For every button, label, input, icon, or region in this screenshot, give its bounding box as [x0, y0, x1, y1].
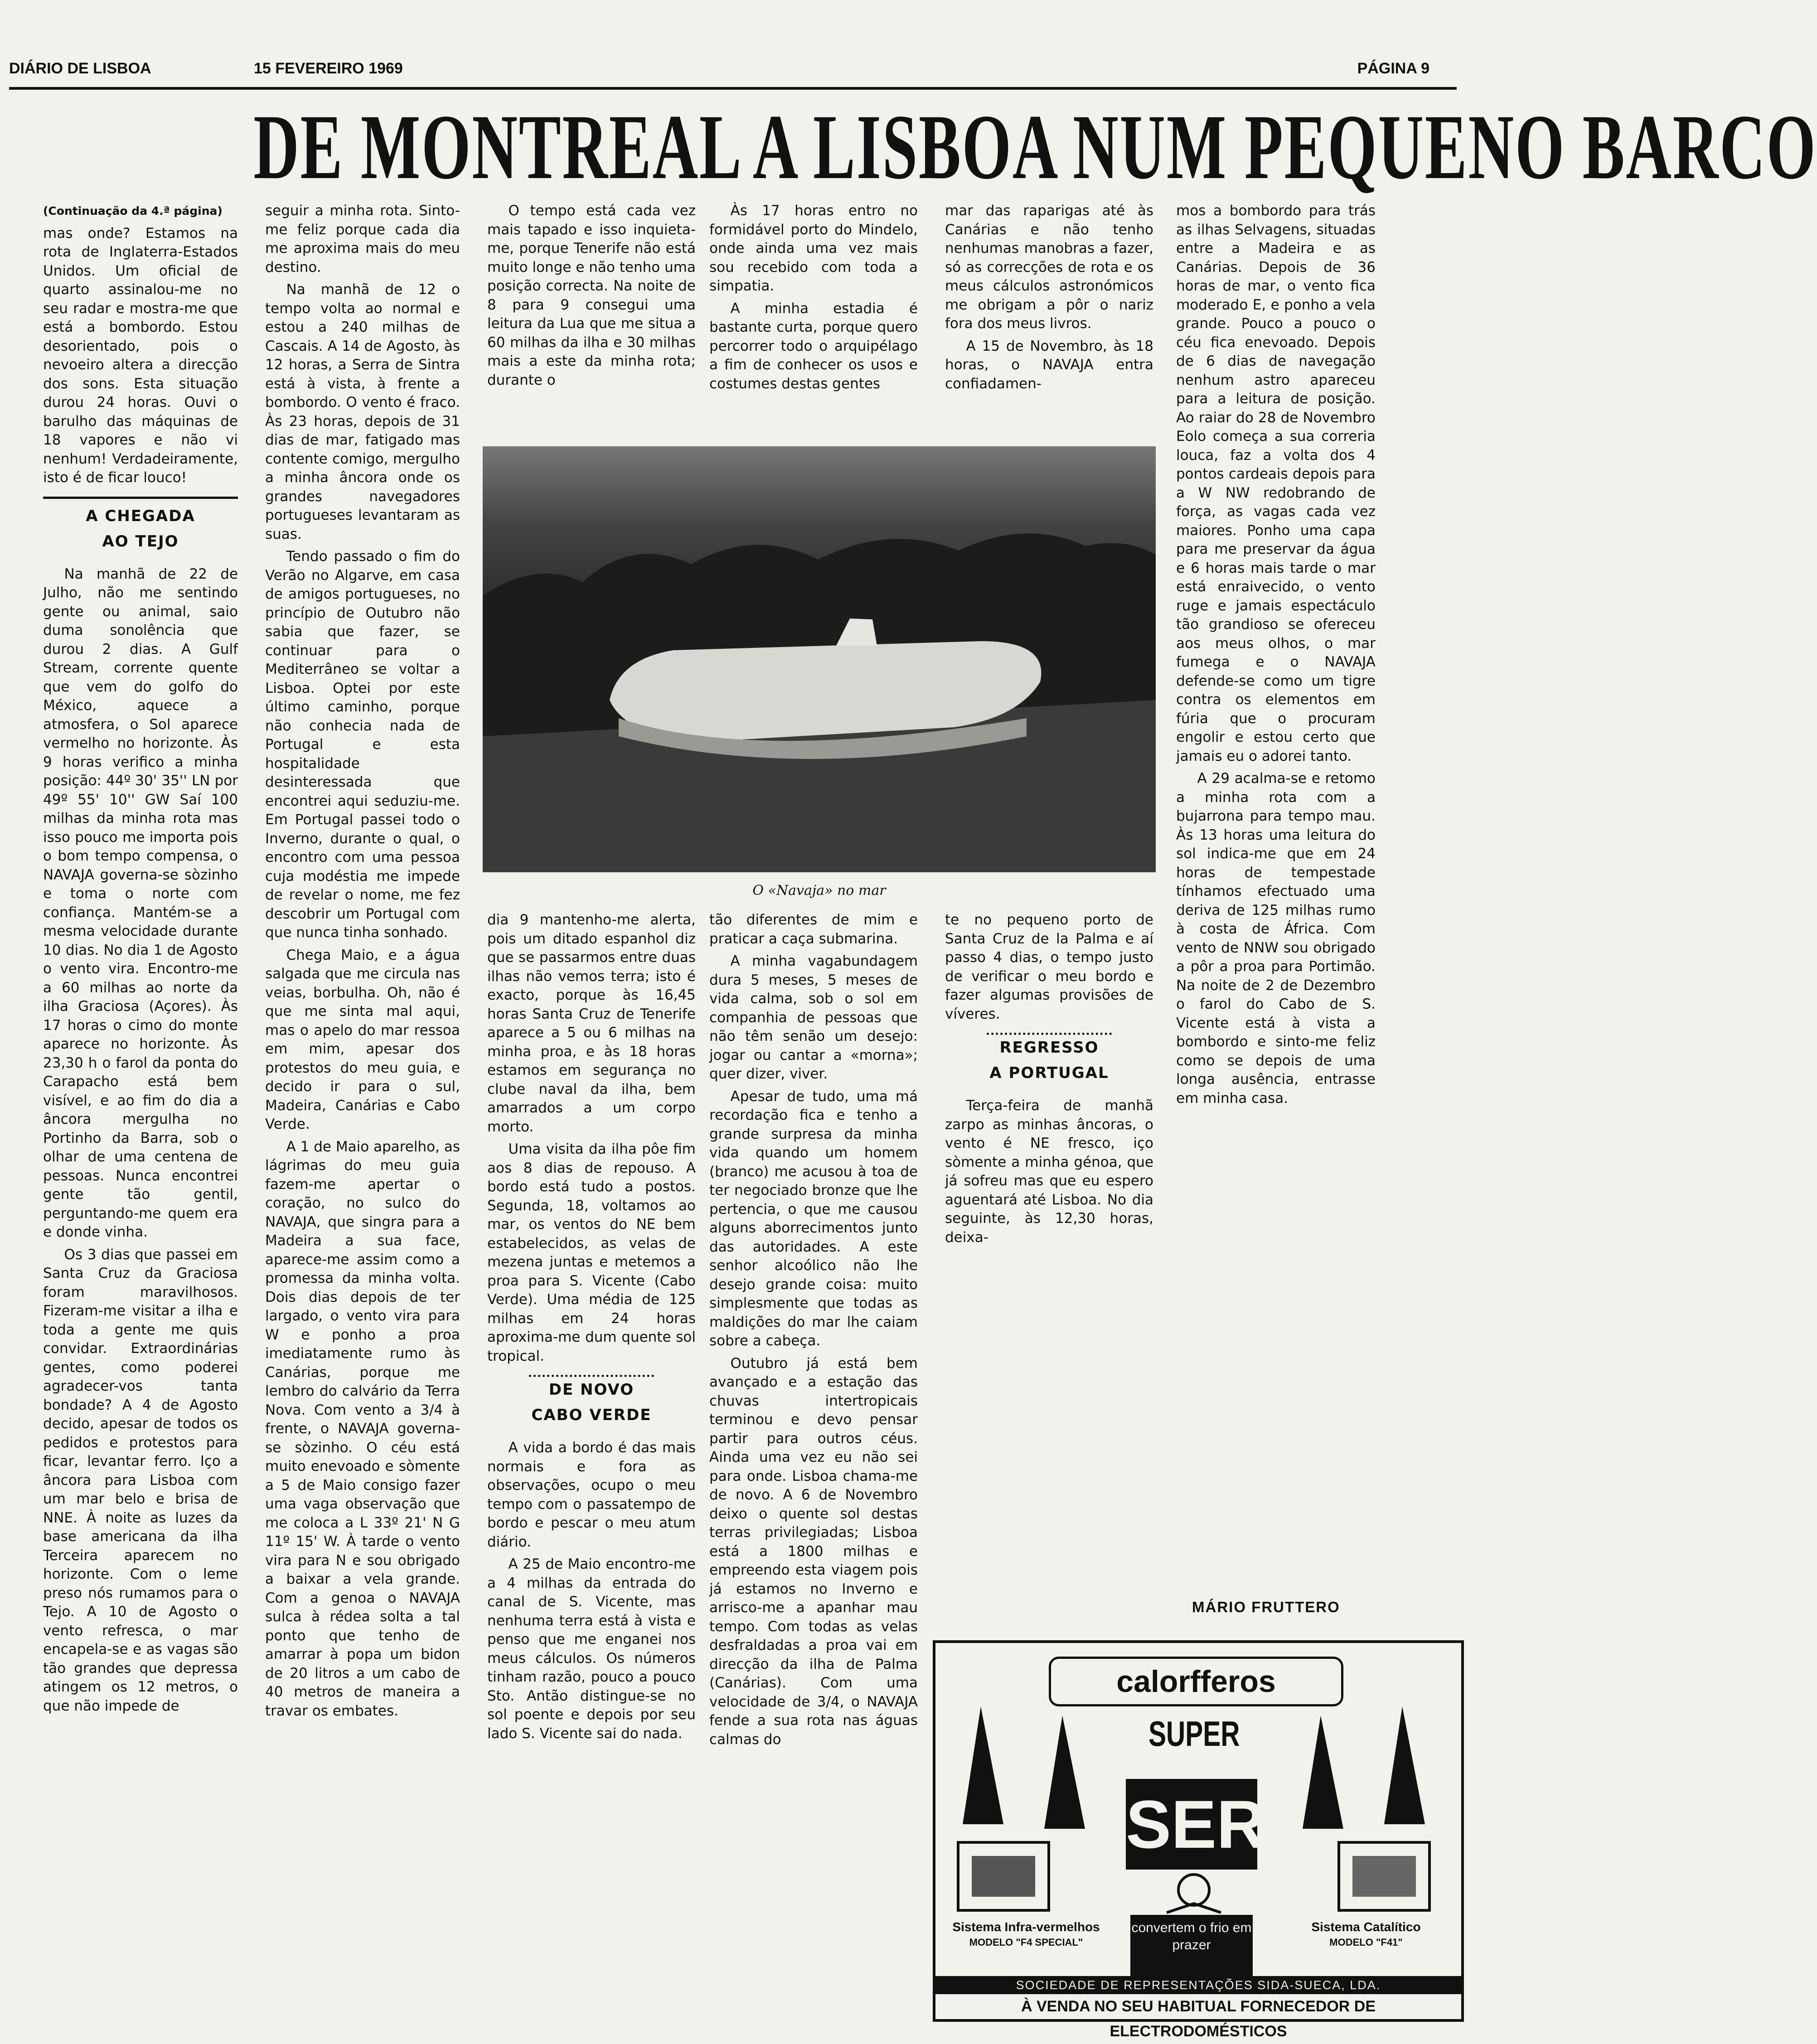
catalytic-model: MODELO "F41": [1329, 1937, 1403, 1948]
section-heading-line: AO TEJO: [102, 532, 179, 551]
paragraph: A minha estadia é bastante curta, porque quero percorrer todo o arquipélago a fim de conhecer os usos e costumes destas gentes: [709, 300, 918, 392]
paper-name: DIÁRIO DE LISBOA: [9, 60, 151, 77]
column-4-top: [709, 202, 918, 442]
paragraph: A vida a bordo é das mais normais e fora as observações, ocupo o meu tempo com o passatempo de bordo e pescar o meu atum diário.: [487, 1440, 696, 1550]
catalytic-heater-icon: [1334, 1838, 1434, 1915]
column-3-bottom: [487, 911, 696, 2012]
paragraph: Outubro já está bem avançado e a estação das chuvas intertropicais terminou e devo pensar partir para outros céus. Ainda uma vez eu não sei para onde. Lisboa chama-me de novo. A 6 de Novembro deixo o quente sol destas terras privilegiadas; Lisboa está a 1800 milhas e empreendo esta viagem pois já estamos no Inverno e arrisco-me a apanhar mau tempo. Com todas as velas desfraldadas a proa vai em direcção da ilha de Palma (Canárias). Com uma velocidade de 3/4, o NAVAJA fende a sua rota nas águas calmas do: [709, 1355, 918, 1748]
paragraph: O tempo está cada vez mais tapado e isso inquieta-me, porque Tenerife não está muito longe e não tenho uma posição correcta. Na noite de 8 para 9 consegui uma leitura da Lua que me situa a 60 milhas da ilha e 30 milhas mais a este da minha rota; durante o: [487, 203, 696, 388]
boat-image: [483, 446, 1156, 872]
boat-photo: [483, 446, 1156, 872]
ad-super: SUPER: [1148, 1714, 1240, 1754]
ad-slogan: convertem o frio em prazer: [1130, 1915, 1253, 1978]
paragraph: Os 3 dias que passei em Santa Cruz da Graciosa foram maravilhosos. Fizeram-me visitar a ilha e toda a gente me quis convidar. Extraordinárias gentes, como poderei agradecer-vos tanta bondade? A 4 de Agosto decido, apesar de todos os pedidos e protestos para ficar, levantar ferro. Iço a âncora para Lisboa com um mar belo e brisa de NNE. À noite as luzes da base americana da ilha Terceira aparecem no horizonte. Com o leme preso nós rumamos para o Tejo. A 10 de Agosto o vento refresca, o mar encapela-se e as vagas são tão grandes que depressa atingem os 12 metros, o que não impede de: [43, 1246, 238, 1714]
paragraph: seguir a minha rota. Sinto-me feliz porque cada dia me aproxima mais do meu destino.: [265, 203, 460, 275]
paragraph: Apesar de tudo, uma má recordação fica e tenho a grande surpresa da minha vida quando um homem (branco) me acusou à toa de ter negociado bronze que lhe pertencia, o que me causou alguns aborrecimentos junto das autoridades. A este senhor alcoólico não lhe desejo grande coisa: muito simplesmente que todas as maldições do mar lhe caiam sobre a cabeça.: [709, 1088, 918, 1349]
paragraph: A 25 de Maio encontro-me a 4 milhas da entrada do canal de S. Vicente, mas nenhuma terra está à vista e penso que me enganei nos meus cálculos. Os números tinham razão, pouco a pouco Sto. Antão distingue-se no sol poente e depois por seu lado S. Vicente sai do nada.: [487, 1556, 696, 1742]
left-tie-graphic: [954, 1706, 1103, 1833]
paragraph: Às 17 horas entro no formidável porto do Mindelo, onde ainda uma vez mais sou recebido com toda a simpatia.: [709, 203, 918, 294]
ad-brand: calorfferos: [1049, 1657, 1343, 1706]
mascot-icon: [1148, 1872, 1239, 1915]
column-4-bottom: [709, 911, 918, 2012]
ad-company: SOCIEDADE DE REPRESENTAÇÕES SIDA-SUECA, LDA.: [935, 1976, 1461, 1994]
paragraph: Tendo passado o fim do Verão no Algarve, em casa de amigos portugueses, no princípio de Outubro não sabia que fazer, se continuar para o Mediterrâneo se voltar a Lisboa. Optei por este último caminho, porque não conhecia nada de Portugal e esta hospitalidade desinteressada que encontrei aqui seduziu-me. Em Portugal passei todo o Inverno, durante o qual, o encontro com uma pessoa cuja modéstia me impede de revelar o nome, me fez descobrir um Portugal com que nunca tinha sonhado.: [265, 548, 460, 941]
infrared-label: [945, 1919, 1108, 1950]
paragraph: mos a bombordo para trás as ilhas Selvagens, situadas entre a Madeira e as Canárias. Depois de 36 horas de mar, o vento fica moderado E, e ponho a vela grande. Pouco a pouco o céu fica enevoado. Depois de 6 dias de navegação nenhum astro apareceu para a leitura de posição. Ao raiar do 28 de Novembro Eolo começa a sua correria louca, faz a volta dos 4 pontos cardeais depois para a W NW redobrando de força, as vagas cada vez maiores. Ponho uma capa para me preservar da água e 6 horas mais tarde o mar está enraivecido, o vento ruge e jamais espectáculo tão grandioso se ofereceu aos meus olhos, o mar fumega e o NAVAJA defende-se como um tigre contra os elementos em fúria que o procuram engolir e estou certo que jamais eu o adorei tanto.: [1176, 203, 1376, 764]
paragraph: A minha vagabundagem dura 5 meses, 5 meses de vida calma, sob o sol em companhia de pessoas que não têm senão um desejo: jogar ou cantar a «morna»; quer dizer, viver.: [709, 953, 918, 1082]
section-heading: [487, 1375, 696, 1428]
author-byline: MÁRIO FRUTTERO: [1192, 1599, 1340, 1615]
headline: DE MONTREAL A LISBOA NUM PEQUENO BARCO: [253, 96, 1817, 198]
column-6: [1176, 202, 1376, 1593]
section-heading: [945, 1033, 1153, 1086]
advertisement: [933, 1640, 1464, 2040]
ad-logo: SER: [1126, 1779, 1257, 1870]
paragraph: Na manhã de 12 o tempo volta ao normal e estou a 240 milhas de Cascais. A 14 de Agosto, às 12 horas, a Serra de Sintra está à vista, à frente a bombordo. O vento é fraco. Às 23 horas, depois de 31 dias de mar, fatigado mas contente comigo, mergulho a minha âncora onde os grandes navegadores portugueses levantaram as suas.: [265, 281, 460, 542]
paragraph: dia 9 mantenho-me alerta, pois um ditado espanhol diz que se passarmos entre duas ilhas não vemos terra; isto é exacto, porque às 16,45 horas Santa Cruz de Tenerife aparece a 5 ou 6 milhas na minha proa, e às 18 horas estamos em segurança no clube naval da ilha, bem amarrados a um corpo morto.: [487, 912, 696, 1135]
paragraph: Uma visita da ilha pôe fim aos 8 dias de repouso. A bordo está tudo a postos. Segunda, 18, voltamos ao mar, os ventos do NE bem estabelecidos, as velas de mezena juntas e metemos a proa para S. Vicente (Cabo Verde). Uma média de 125 milhas em 24 horas aproxima-me dum quente sol tropical.: [487, 1141, 696, 1364]
issue-date: 15 FEVEREIRO 1969: [254, 60, 403, 77]
paragraph: A 1 de Maio aparelho, as lágrimas do meu guia fazem-me apertar o coração, no sulco do NAVAJA, que singra para a Madeira a sua face, aparece-me assim como a promessa da minha volta. Dois dias depois de ter largado, o vento vira para W e ponho a proa imediatamente rumo às Canárias, porque me lembro do calvário da Terra Nova. Com vento a 3/4 à frente, o NAVAJA governa-se sòzinho. O céu está muito enevoado e sòmente a 5 de Maio consigo fazer uma vaga observação que me coloca a L 33º 21' N G 11º 15' W. À tarde o vento vira para N e sou obrigado a baixar a vela grande. Com a genoa o NAVAJA sulca à rédea solta a tal ponto que tenho de amarrar à popa um bidon de 20 litros a um cabo de 40 metros de maneira a travar os embates.: [265, 1138, 460, 1719]
paragraph: mar das raparigas até às Canárias e não tenho nenhumas manobras a fazer, só as correcções de rota e os meus cálculos astronómicos me obrigam a pôr o nariz fora dos meus livros.: [945, 203, 1153, 332]
column-3-top: [487, 202, 696, 442]
column-5-bottom: [945, 911, 1153, 1631]
section-heading-line: CABO VERDE: [531, 1406, 652, 1424]
paragraph: Terça-feira de manhã zarpo as minhas âncoras, o vento é NE fresco, iço sòmente a minha génoa, que já sofreu mas que eu espero aguentará até Lisboa. No dia seguinte, às 12,30 horas, deixa-: [945, 1097, 1153, 1246]
page-header: [9, 53, 1457, 85]
photo-caption: O «Navaja» no mar: [752, 883, 886, 899]
section-heading-line: A CHEGADA: [86, 507, 195, 525]
section-heading-line: A PORTUGAL: [989, 1064, 1109, 1082]
paragraph: A 15 de Novembro, às 18 horas, o NAVAJA entra confiadamen-: [945, 338, 1153, 392]
paragraph: A 29 acalma-se e retomo a minha rota com a bujarrona para tempo mau. Às 13 horas uma leitura do sol indica-me que em 24 horas de tempestade tínhamos efectuado uma deriva de 125 milhas rumo à costa de África. Com vento de NNW sou obrigado a pôr a proa para Portimão. Na noite de 2 de Dezembro o farol do Cabo de S. Vicente está à vista a bombordo e sinto-me feliz como se depois de uma longa ausência, entrasse em minha casa.: [1176, 770, 1376, 1107]
paragraph: te no pequeno porto de Santa Cruz de la Palma e aí passo 4 dias, o tempo justo de verificar o meu bordo e fazer algumas provisões de víveres.: [945, 912, 1153, 1022]
section-heading-line: REGRESSO: [999, 1039, 1099, 1057]
catalytic-system: Sistema Catalítico: [1311, 1920, 1421, 1934]
page-number: PÁGINA 9: [1357, 60, 1429, 77]
header-rule: [9, 87, 1457, 90]
paragraph: tão diferentes de mim e praticar a caça submarina.: [709, 912, 918, 947]
infrared-heater-icon: [954, 1838, 1053, 1915]
paragraph: Chega Maio, e a água salgada que me circula nas veias, borbulha. Oh, não é que me sinta mal aqui, mas o apelo do mar ressoa em mim, apesar dos protestos do meu guia, e decido ir para o sul, Madeira, Canárias e Cabo Verde.: [265, 947, 460, 1132]
continuation-note: (Continuação da 4.ª página): [43, 204, 223, 217]
column-5-top: [945, 202, 1153, 442]
infrared-system: Sistema Infra-vermelhos: [952, 1920, 1100, 1934]
catalytic-label: [1280, 1919, 1452, 1950]
paragraph: mas onde? Estamos na rota de Inglaterra-Estados Unidos. Um oficial de quarto assinalou-me no seu radar e mostra-me que está a bombordo. Estou desorientado, pois o nevoeiro altera a direcção dos sons. Esta situação durou 24 horas. Ouvi o barulho das máquinas de 18 vapores e não vi nenhum! Verdadeiramente, isto é de ficar louco!: [43, 225, 238, 486]
paragraph: Na manhã de 22 de Julho, não me sentindo gente ou animal, saio duma sonolência que durou 2 dias. A Gulf Stream, corrente quente que vem do golfo do México, aquece a atmosfera, o Sol aparece vermelho no horizonte. Às 9 horas verifico a minha posição: 44º 30' 35'' LN por 49º 55' 10'' GW Saí 100 milhas da minha rota mas isso pouco me importa pois o bom tempo compensa, o NAVAJA governa-se sòzinho e toma o norte com confiança. Mantém-se a mesma velocidade durante 10 dias. No dia 1 de Agosto o vento vira. Encontro-me a 60 milhas ao norte da ilha Graciosa (Açores). Às 17 horas o cimo do monte aparece no horizonte. Às 23,30 h o farol da ponta do Carapacho está bem visível, e ao fim do dia a âncora mergulha no Portinho da Barra, sob o olhar de uma centena de pessoas. Nunca encontrei gente tão gentil, perguntando-me quem era e donde vinha.: [43, 565, 238, 1240]
section-heading-line: DE NOVO: [548, 1381, 635, 1399]
section-heading: [43, 497, 238, 554]
column-1: [43, 202, 238, 2012]
ad-footer: À VENDA NO SEU HABITUAL FORNECEDOR DE ELECTRODOMÉSTICOS: [935, 1994, 1461, 2019]
right-tie-graphic: [1294, 1706, 1443, 1833]
column-2: [265, 202, 460, 2012]
infrared-model: MODELO "F4 SPECIAL": [969, 1937, 1083, 1948]
